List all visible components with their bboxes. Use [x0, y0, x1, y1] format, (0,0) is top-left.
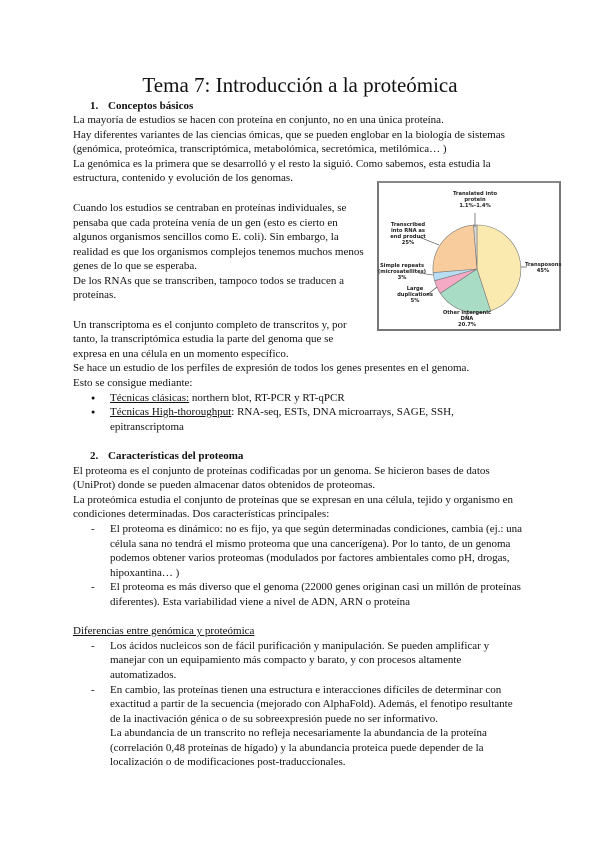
label-transcribed: Transcribed into RNA as end product 25%	[390, 222, 426, 246]
bullet-label: Técnicas High-thoroughput	[110, 406, 232, 418]
page-title: Tema 7: Introducción a la proteómica	[142, 73, 458, 97]
paragraph-line: La proteómica estudia el conjunto de proteínas que se expresan en una célula, tejido y organismo en	[73, 494, 513, 506]
genome-composition-figure	[377, 181, 561, 331]
list-item-line: localización o de modificaciones post-traduccionales.	[110, 756, 346, 768]
label-translated: Translated into protein 1.1%–1.4%	[452, 191, 498, 209]
bullet-text: northern blot, RT-PCR y RT-qPCR	[189, 392, 345, 404]
paragraph-line: De los RNAs que se transcriben, tampoco todos se traducen a	[73, 275, 344, 287]
bullet-icon: ●	[91, 394, 96, 402]
list-item-line: hipoxantina… )	[110, 567, 180, 579]
list-item-line: podemos obtener varios proteomas (modulados por factores ambientales como pH, drogas,	[110, 552, 510, 564]
list-item-line: célula sana no tendrá el mismo proteoma que una cancerígena). Por lo tanto, de un genoma	[110, 538, 511, 550]
dash-icon: -	[91, 684, 95, 696]
paragraph-line: Se hace un estudio de los perfiles de expresión de todos los genes presentes en el genoma.	[73, 362, 470, 374]
paragraph-line: La mayoría de estudios se hacen con proteína en conjunto, no en una única proteína.	[73, 114, 444, 126]
paragraph-line: estructura, contenido y evolución de los genomas.	[73, 172, 293, 184]
list-item-line: El proteoma es dinámico: no es fijo, ya que según determinadas condiciones, cambia (ej.: una	[110, 523, 523, 535]
paragraph-line: expresa en una célula en un momento específico.	[73, 348, 289, 360]
label-simple-repeats: Simple repeats (microsatellites) 3%	[377, 263, 427, 281]
paragraph-line: (genómica, proteómica, transcriptómica, metabolómica, secretómica, metilómica… )	[73, 143, 447, 155]
list-item-line: de la inactivación génica o de su sobreexpresión puede no ser informativo.	[110, 713, 439, 725]
paragraph-line: Esto se consigue mediante:	[73, 377, 193, 389]
paragraph-line: Hay diferentes variantes de las ciencias ómicas, que se pueden englobar en la biología de sistemas	[73, 129, 505, 141]
paragraph-line: proteínas.	[73, 289, 117, 301]
paragraph-line: Un transcriptoma es el conjunto completo de transcritos y, por	[73, 319, 347, 331]
paragraph-line: condiciones determinadas. Dos características principales:	[73, 508, 330, 520]
list-item-line: (correlación 0,48 proteínas de hígado) y la abundancia proteica puede depender de la	[110, 742, 484, 754]
section-1-heading	[90, 99, 193, 113]
slice-transcribed-rna	[433, 225, 477, 273]
section-number: 1.	[90, 100, 99, 112]
dash-icon: -	[91, 640, 95, 652]
list-item-line: exactitud a partir de la secuencia (mejorado con AlphaFold). Además, el fenotipo resultante	[110, 698, 513, 710]
list-item-line: La abundancia de un transcrito no refleja necesariamente la abundancia de la proteína	[110, 727, 487, 739]
paragraph-line: realidad es que los organismos complejos tenemos muchos menos	[73, 246, 364, 258]
section-2-heading	[90, 449, 243, 463]
paragraph-line: pensaba que cada proteína venía de un gen (esto es cierto en	[73, 217, 338, 229]
paragraph-line: tanto, la transcriptómica estudia la parte del genoma que se	[73, 333, 334, 345]
dash-icon: -	[91, 523, 95, 535]
list-item-line: En cambio, las proteínas tienen una estructura e interacciones difíciles de determinar con	[110, 684, 502, 696]
paragraph-line: genes de lo que se esperaba.	[73, 260, 198, 272]
list-item-line: automatizados.	[110, 669, 177, 681]
subheading: Diferencias entre genómica y proteómica	[73, 625, 255, 637]
bullet-continuation: epitranscriptoma	[110, 421, 184, 433]
dash-icon: -	[91, 581, 95, 593]
section-title: Características del proteoma	[108, 450, 244, 462]
section-number: 2.	[90, 450, 99, 462]
list-item-line: El proteoma es más diverso que el genoma (22000 genes originan casi un millón de proteínas	[110, 581, 521, 593]
list-item-line: diferentes). Esta variabilidad viene a nivel de ADN, ARN o proteína	[110, 596, 410, 608]
list-item-line: Los ácidos nucleicos son de fácil purificación y manipulación. Se pueden amplificar y	[110, 640, 490, 652]
paragraph-line: (UniProt) donde se pueden almacenar datos obtenidos de proteomas.	[73, 479, 376, 491]
bullet-text: : RNA-seq, ESTs, DNA microarrays, SAGE, SSH,	[231, 406, 454, 418]
label-transposons: Transposons 45%	[525, 262, 562, 274]
paragraph-line: algunos organismos sencillos como E. coli). Sin embargo, la	[73, 231, 339, 243]
paragraph-line: El proteoma es el conjunto de proteínas codificadas por un genoma. Se hicieron bases de datos	[73, 465, 490, 477]
bullet-label: Técnicas clásicas:	[110, 392, 190, 404]
bullet-icon: ●	[91, 408, 96, 416]
label-other-intergenic: Other intergenic DNA 20.7%	[442, 310, 492, 328]
list-item-line: manejar con un equipamiento más compacto y barato, y con procesos altamente	[110, 654, 462, 666]
label-large-duplications: Large duplications 5%	[397, 286, 433, 304]
paragraph-line: La genómica es la primera que se desarrolló y el resto la siguió. Como sabemos, esta estudia la	[73, 158, 491, 170]
section-title: Conceptos básicos	[108, 100, 194, 112]
paragraph-line: Cuando los estudios se centraban en proteínas individuales, se	[73, 202, 347, 214]
